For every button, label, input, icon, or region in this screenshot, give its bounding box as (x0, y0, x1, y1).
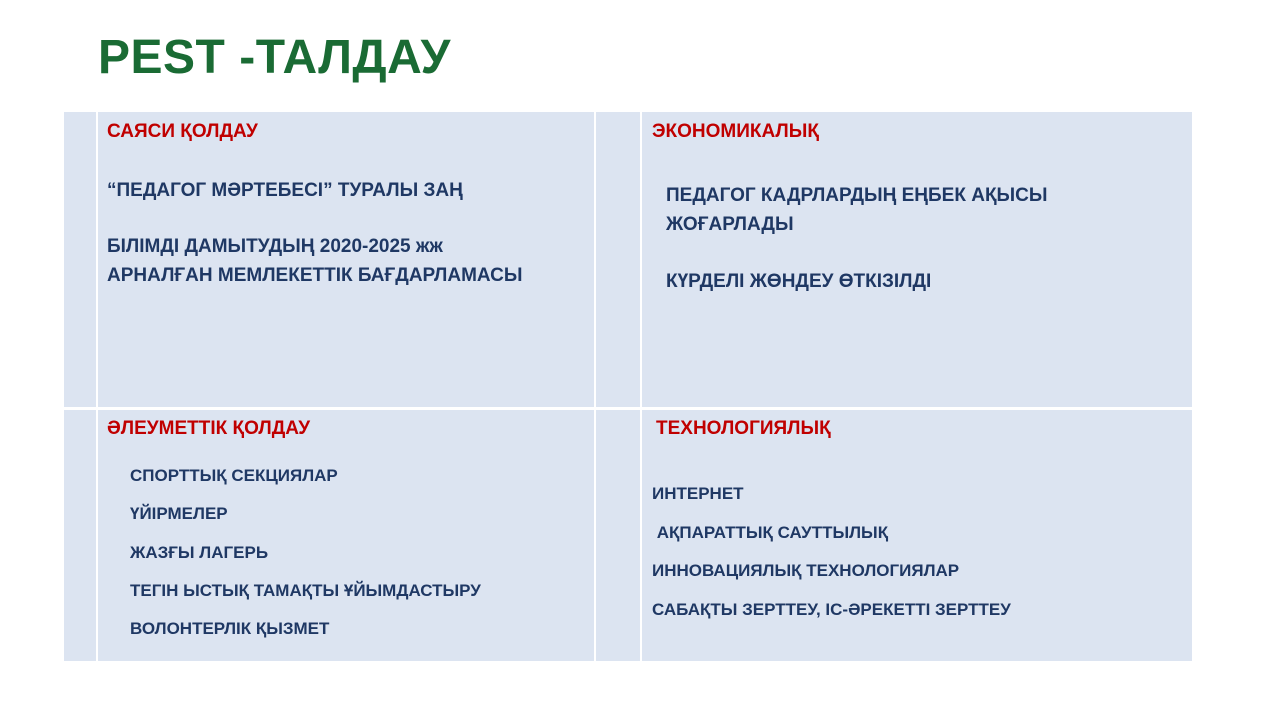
table-cell (64, 410, 96, 661)
economic-item: ПЕДАГОГ КАДРЛАРДЫҢ ЕҢБЕК АҚЫСЫ (666, 185, 1048, 206)
technological-item: АҚПАРАТТЫҚ САУТТЫЛЫҚ (652, 523, 889, 542)
political-item: АРНАЛҒАН МЕМЛЕКЕТТІК БАҒДАРЛАМАСЫ (107, 265, 523, 286)
economic-item: КҮРДЕЛІ ЖӨНДЕУ ӨТКІЗІЛДІ (666, 271, 932, 292)
social-item: ТЕГІН ЫСТЫҚ ТАМАҚТЫ ҰЙЫМДАСТЫРУ (130, 581, 481, 600)
political-item: БІЛІМДІ ДАМЫТУДЫҢ 2020-2025 жж (107, 236, 443, 257)
political-cell (98, 112, 594, 407)
technological-heading: ТЕХНОЛОГИЯЛЫҚ (656, 418, 831, 439)
social-item: СПОРТТЫҚ СЕКЦИЯЛАР (130, 466, 338, 485)
table-cell (64, 112, 96, 407)
social-item: ЖАЗҒЫ ЛАГЕРЬ (130, 543, 269, 562)
table-cell (596, 410, 640, 661)
slide-title: PEST -ТАЛДАУ (98, 31, 451, 84)
economic-cell (642, 112, 1192, 407)
table-cell (596, 112, 640, 407)
social-item: ҮЙІРМЕЛЕР (130, 504, 228, 523)
economic-item: ЖОҒАРЛАДЫ (666, 214, 794, 235)
social-item: ВОЛОНТЕРЛІК ҚЫЗМЕТ (130, 619, 330, 638)
technological-item: ИНТЕРНЕТ (652, 484, 744, 503)
technological-item: САБАҚТЫ ЗЕРТТЕУ, ІС-ӘРЕКЕТТІ ЗЕРТТЕУ (652, 600, 1011, 619)
social-heading: ӘЛЕУМЕТТІК ҚОЛДАУ (107, 418, 311, 439)
political-heading: САЯСИ ҚОЛДАУ (107, 121, 258, 142)
economic-heading: ЭКОНОМИКАЛЫҚ (652, 121, 819, 142)
technological-item: ИННОВАЦИЯЛЫҚ ТЕХНОЛОГИЯЛАР (652, 561, 960, 580)
political-item: “ПЕДАГОГ МӘРТЕБЕСІ” ТУРАЛЫ ЗАҢ (107, 180, 463, 201)
